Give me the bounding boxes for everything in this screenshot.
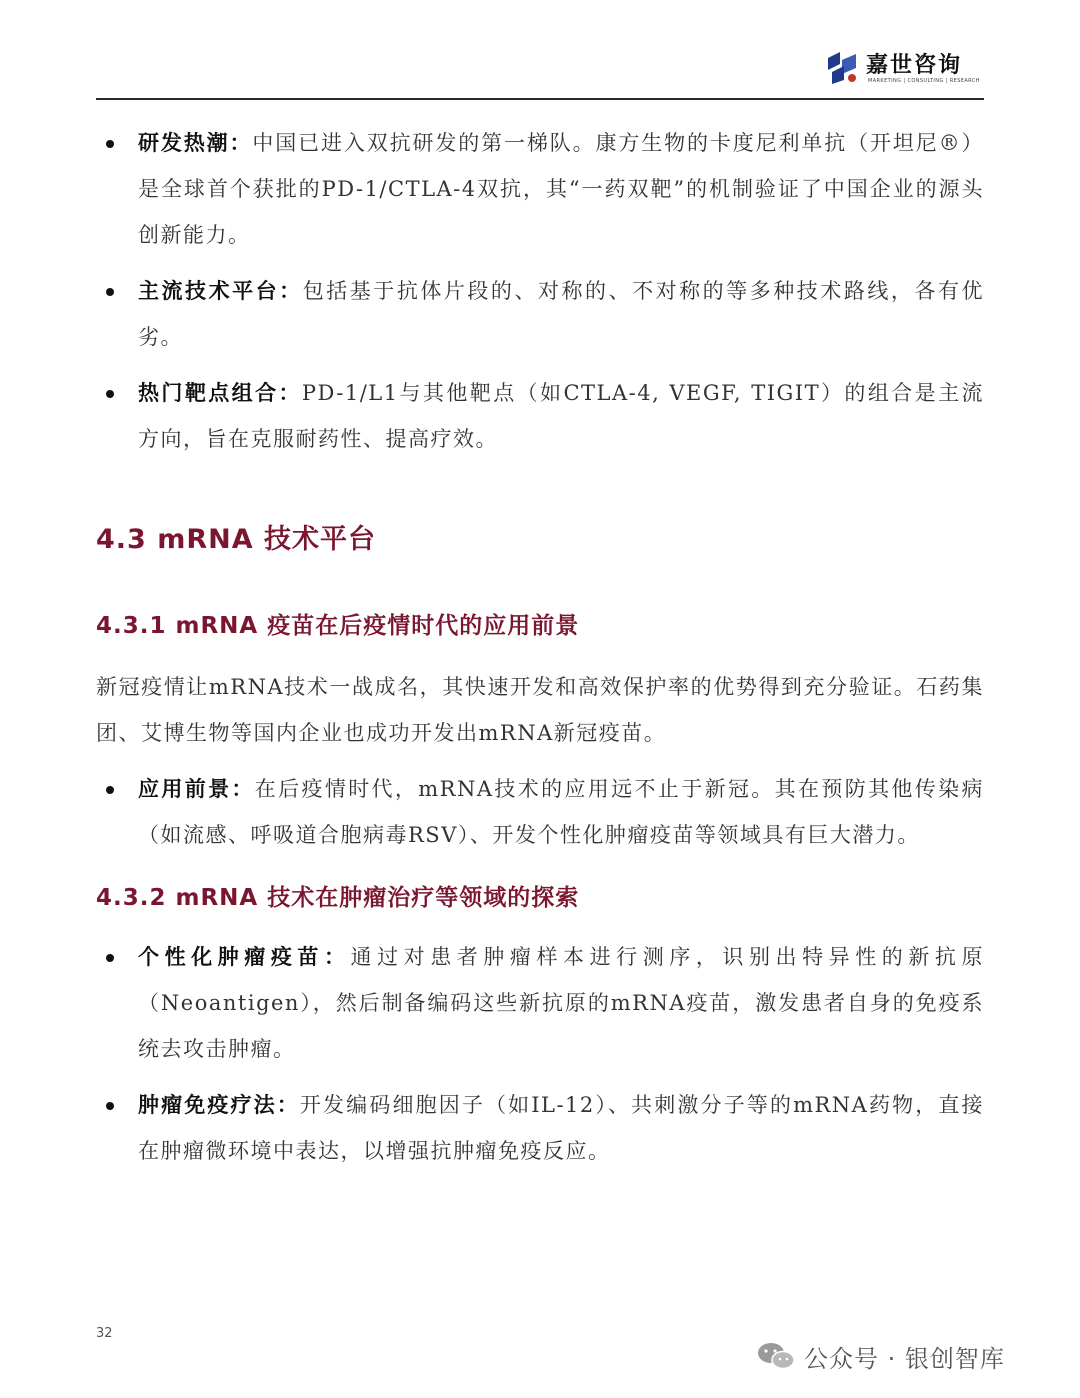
bullet-text: 包括基于抗体片段的、对称的、不对称的等多种技术路线，各有优劣。 (138, 279, 985, 349)
bullet-text: PD-1/L1与其他靶点（如CTLA-4, VEGF, TIGIT）的组合是主流方向，旨在克服耐药性、提高疗效。 (138, 381, 984, 451)
page-number: 32 (96, 1326, 113, 1341)
section-heading-4-3-1: 4.3.1 mRNA 疫苗在后疫情时代的应用前景 (96, 613, 580, 639)
page-content (96, 120, 984, 1174)
bullet-dot-icon (106, 140, 114, 148)
bullet-tech-platform (96, 268, 984, 360)
bullet-term: 主流技术平台： (138, 278, 303, 303)
bullet-text: 中国已进入双抗研发的第一梯队。康方生物的卡度尼利单抗（开坦尼®）是全球首个获批的PD-1/CTLA-4双抗，其“一药双靶”的机制验证了中国企业的源头创新能力。 (138, 131, 984, 247)
bullet-term: 肿瘤免疫疗法： (138, 1092, 300, 1117)
section-heading-4-3-2: 4.3.2 mRNA 技术在肿瘤治疗等领域的探索 (96, 885, 580, 911)
bullet-dot-icon (106, 786, 114, 794)
bullet-rd-boom (96, 120, 984, 258)
logo-name: 嘉世咨询 (866, 53, 963, 78)
wechat-watermark (756, 1334, 1005, 1378)
section-heading-4-3: 4.3 mRNA 技术平台 (96, 524, 377, 555)
bullet-hot-targets (96, 370, 984, 462)
bullet-text: 在后疫情时代，mRNA技术的应用远不止于新冠。其在预防其他传染病（如流感、呼吸道合胞病毒RSV）、开发个性化肿瘤疫苗等领域具有巨大潜力。 (138, 777, 985, 847)
bullet-dot-icon (106, 390, 114, 398)
bullet-dot-icon (106, 954, 114, 962)
bullet-tumor-immunotherapy (96, 1082, 984, 1174)
bullet-application-prospect (96, 766, 984, 858)
bullet-text: 开发编码细胞因子（如IL-12）、共刺激分子等的mRNA药物，直接在肿瘤微环境中表达，以增强抗肿瘤免疫反应。 (138, 1093, 985, 1163)
bullet-term: 个性化肿瘤疫苗： (138, 944, 351, 969)
logo-subtitle: MARKETING | CONSULTING | RESEARCH (868, 78, 980, 84)
bullet-term: 研发热潮： (138, 130, 253, 155)
page-header (96, 40, 984, 100)
bullet-personalized-vaccine (96, 934, 984, 1072)
company-logo (824, 48, 984, 88)
bullet-text: 通过对患者肿瘤样本进行测序，识别出特异性的新抗原（Neoantigen），然后制备编码这些新抗原的mRNA疫苗，激发患者自身的免疫系统去攻击肿瘤。 (138, 945, 984, 1061)
bullet-dot-icon (106, 1102, 114, 1110)
wechat-icon (756, 1340, 796, 1372)
bullet-term: 热门靶点组合： (138, 380, 302, 405)
logo-mark-icon (824, 50, 860, 86)
paragraph-4-3-1: 新冠疫情让mRNA技术一战成名，其快速开发和高效保护率的优势得到充分验证。石药集团、艾博生物等国内企业也成功开发出mRNA新冠疫苗。 (96, 675, 984, 745)
bullet-dot-icon (106, 288, 114, 296)
bullet-term: 应用前景： (138, 776, 255, 801)
watermark-text: 公众号 · 银创智库 (804, 1344, 1005, 1373)
